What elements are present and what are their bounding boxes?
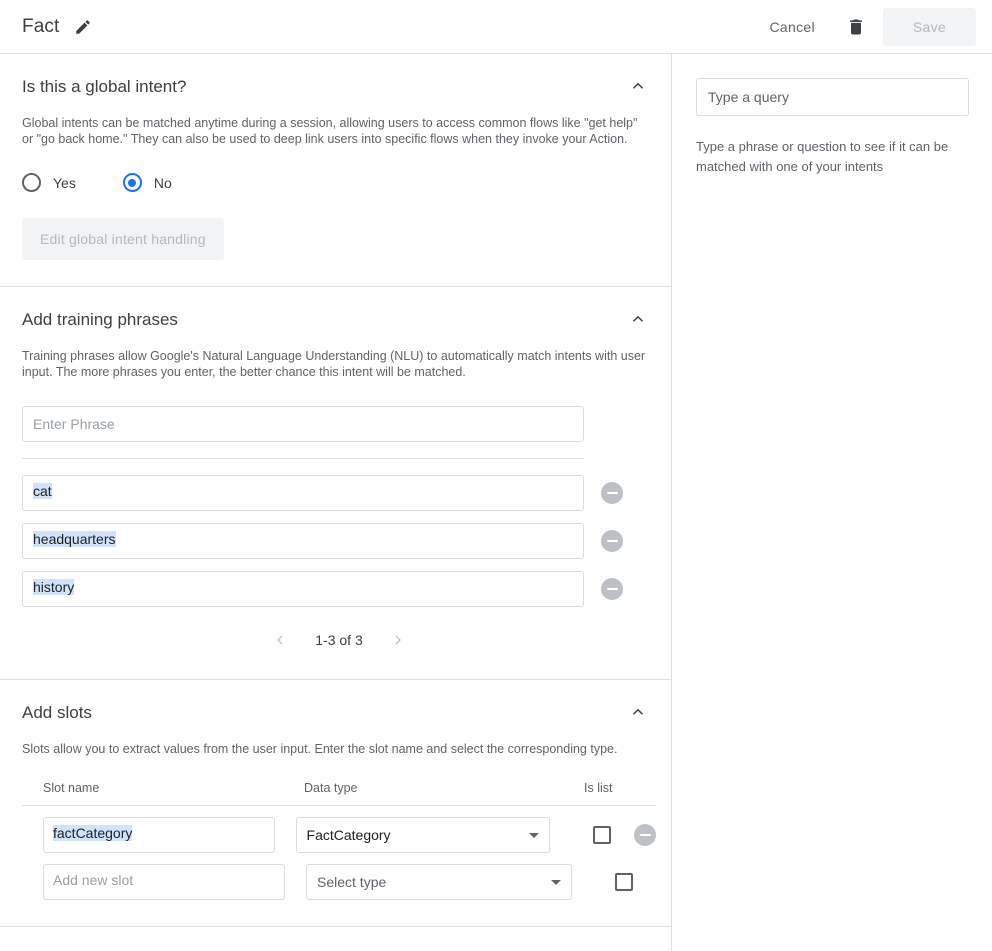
new-slot-type-select[interactable] — [306, 864, 572, 900]
training-phrases-title: Add training phrases — [22, 310, 178, 329]
query-test-panel — [672, 54, 992, 951]
chevron-right-icon[interactable] — [385, 627, 411, 653]
training-phrases-description: Training phrases allow Google's Natural Language Understanding (NLU) to automatically match intents with user input. The more phrases you enter, the better chance this intent will be matched. — [22, 349, 646, 379]
top-app-bar — [0, 0, 992, 54]
phrase-text: history — [33, 579, 75, 595]
pencil-icon[interactable] — [73, 17, 93, 37]
is-list-checkbox[interactable] — [615, 873, 633, 891]
section-training-phrases — [0, 287, 671, 680]
section-header — [22, 702, 649, 724]
minus-circle-icon[interactable] — [601, 530, 623, 552]
page-title: Fact — [22, 15, 60, 37]
radio-option-no[interactable] — [123, 173, 172, 192]
global-intent-radio-group — [22, 173, 649, 192]
left-pane — [0, 54, 672, 951]
new-slot-name-input[interactable]: Add new slot — [43, 864, 285, 900]
minus-circle-icon[interactable] — [601, 578, 623, 600]
phrase-row — [22, 571, 649, 607]
save-button[interactable]: Save — [883, 8, 976, 46]
data-type-value: FactCategory — [306, 827, 391, 843]
section-header — [22, 309, 649, 331]
phrase-text: headquarters — [33, 531, 116, 547]
table-row — [22, 853, 656, 900]
slots-table — [22, 781, 656, 900]
slots-title: Add slots — [22, 703, 92, 722]
new-slot-type-value: Select type — [317, 874, 387, 890]
enter-phrase-input[interactable] — [22, 406, 584, 442]
section-slots — [0, 680, 671, 927]
pager-range-label: 1-3 of 3 — [315, 632, 363, 648]
chevron-up-icon[interactable] — [627, 75, 649, 97]
table-row — [22, 806, 656, 853]
slot-name-input[interactable] — [43, 817, 275, 853]
chevron-left-icon[interactable] — [267, 627, 293, 653]
edit-global-intent-handling-button[interactable]: Edit global intent handling — [22, 218, 224, 260]
radio-label-yes: Yes — [53, 174, 76, 191]
cancel-button[interactable]: Cancel — [753, 10, 830, 44]
phrase-text: cat — [33, 483, 52, 499]
phrase-row — [22, 523, 649, 559]
body-wrapper — [0, 54, 992, 951]
minus-circle-icon[interactable] — [601, 482, 623, 504]
section-header — [22, 76, 649, 98]
chevron-down-icon — [529, 833, 539, 838]
phrase-value[interactable] — [22, 475, 584, 511]
phrase-value[interactable] — [22, 571, 584, 607]
column-header-data-type: Data type — [304, 781, 358, 795]
slots-table-header — [22, 781, 656, 806]
chevron-up-icon[interactable] — [627, 308, 649, 330]
minus-circle-icon[interactable] — [634, 824, 656, 846]
chevron-up-icon[interactable] — [627, 701, 649, 723]
is-list-checkbox[interactable] — [593, 826, 611, 844]
phrase-entry-wrapper — [22, 406, 649, 442]
global-intent-description: Global intents can be matched anytime during a session, allowing users to access common flows like "get help" or "go back home." They can also be used to deep link users into specific flows when they invoke your Action. — [22, 116, 638, 146]
radio-option-yes[interactable] — [22, 173, 76, 192]
radio-label-no: No — [153, 174, 172, 191]
divider — [22, 458, 584, 459]
phrase-value[interactable] — [22, 523, 584, 559]
query-input[interactable] — [696, 78, 969, 116]
column-header-is-list: Is list — [584, 781, 613, 795]
global-intent-title: Is this a global intent? — [22, 77, 187, 96]
chevron-down-icon — [551, 880, 561, 885]
data-type-select[interactable] — [296, 817, 550, 853]
column-header-slot-name: Slot name — [43, 781, 100, 795]
phrase-row — [22, 475, 649, 511]
radio-circle-no[interactable] — [123, 173, 142, 192]
slots-description: Slots allow you to extract values from the user input. Enter the slot name and select the corresponding type. — [22, 742, 618, 756]
radio-circle-yes[interactable] — [22, 173, 41, 192]
phrase-pager — [22, 627, 656, 653]
trash-icon[interactable] — [845, 16, 867, 38]
slot-name-text: factCategory — [53, 825, 133, 841]
query-hint-text: Type a phrase or question to see if it can be matched with one of your intents — [696, 139, 949, 174]
section-global-intent — [0, 54, 671, 287]
